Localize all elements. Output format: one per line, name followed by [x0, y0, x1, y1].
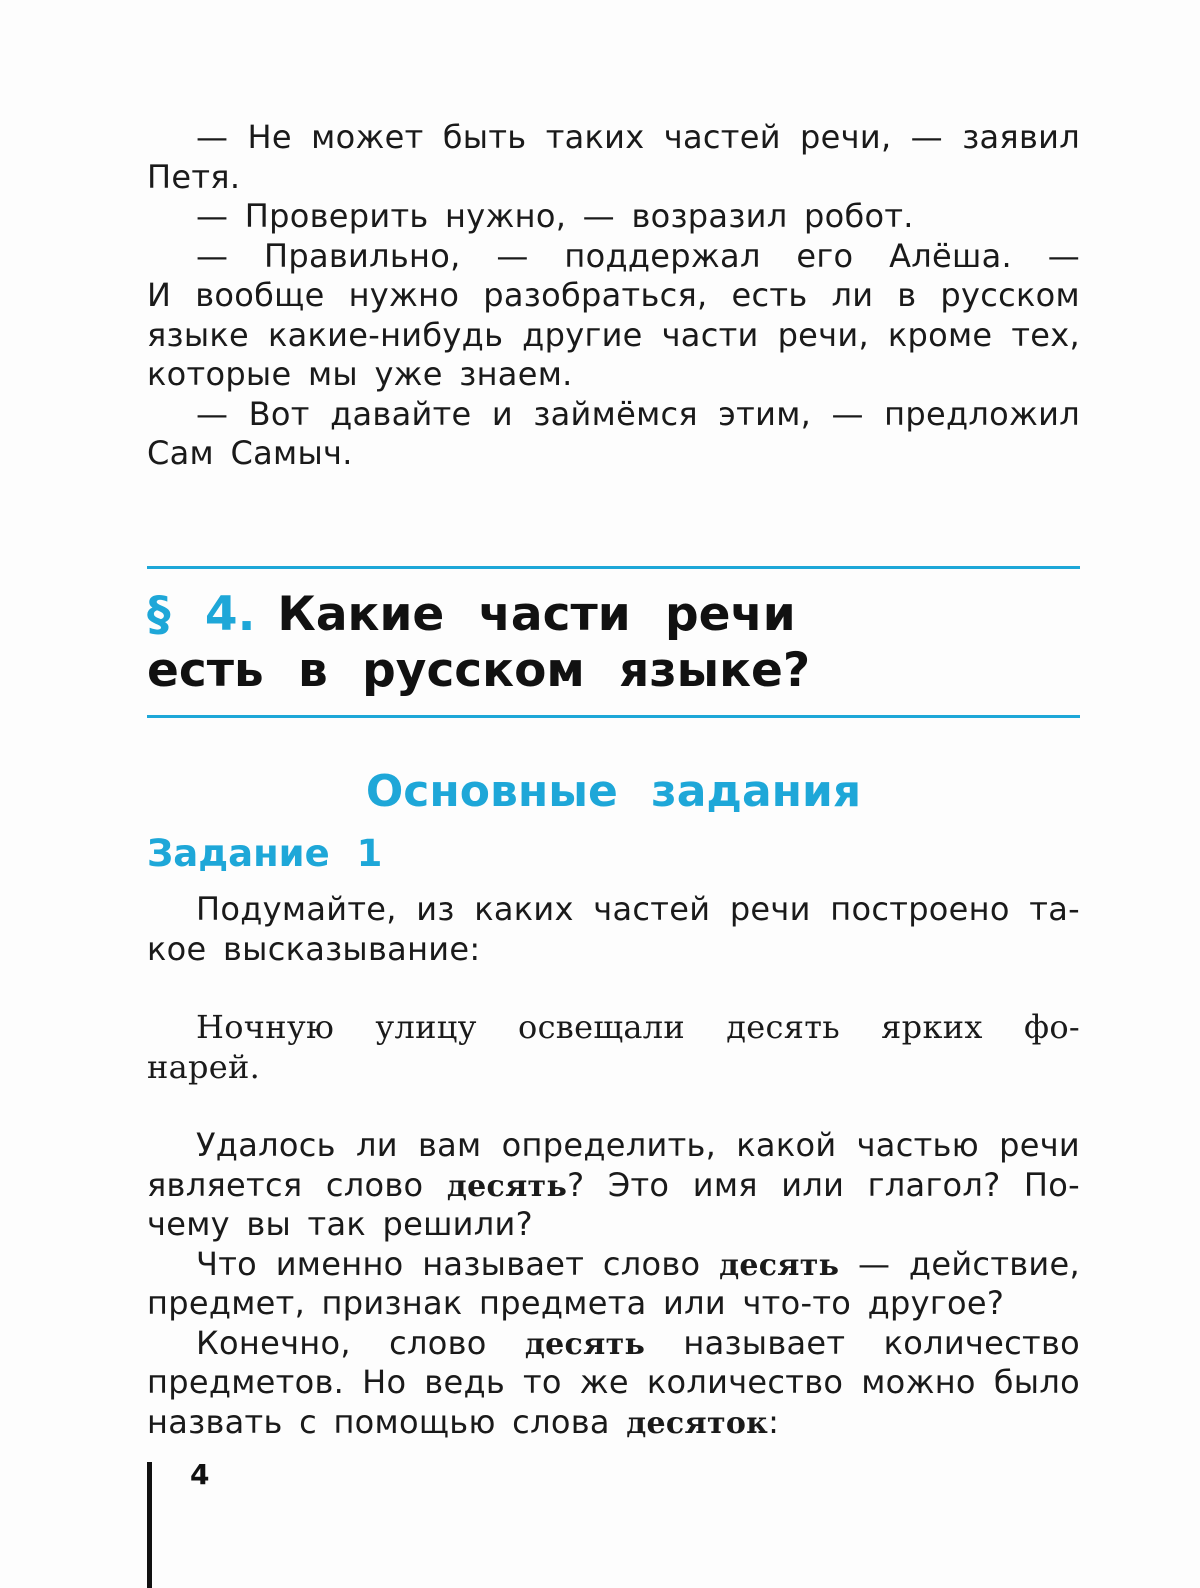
page-number: 4	[190, 1458, 210, 1491]
dialogue-line: — Правильно, — поддержал его Алёша. —	[196, 236, 1080, 275]
task-intro-line: Подумайте, из каких частей речи построено та-	[196, 890, 1080, 928]
example-line: Ночную улицу освещали десять ярких фо-	[196, 1008, 1080, 1046]
dialogue-line: Сам Самыч.	[147, 434, 353, 472]
text-span: ? Это имя или глагол? По-	[567, 1165, 1081, 1204]
para1-line3: чему вы так решили?	[147, 1205, 533, 1243]
dialogue-line: И вообще нужно разобраться, есть ли в русском	[147, 276, 1080, 314]
section-title: Основные задания	[365, 766, 862, 817]
task-title: Задание 1	[147, 832, 383, 875]
task-intro	[147, 890, 1080, 969]
dialogue-line: языке какие-нибудь другие части речи, кроме тех,	[147, 315, 1080, 354]
heading-line-2: есть в русском языке?	[147, 643, 811, 698]
text-span: Конечно, слово	[196, 1323, 525, 1362]
dialogue-line: Петя.	[147, 157, 241, 196]
text-span: назвать с помощью слова	[147, 1402, 627, 1441]
para1-line1: Удалось ли вам определить, какой частью речи	[196, 1126, 1080, 1164]
key-word: десять	[446, 1168, 568, 1204]
text-span: :	[768, 1402, 780, 1441]
dialogue-line: — Проверить нужно, — возразил робот.	[196, 197, 914, 235]
text-span: называет количество	[645, 1323, 1080, 1362]
para3-line2: предметов. Но ведь то же количество можно было	[147, 1363, 1080, 1401]
heading-bottom-rule	[147, 715, 1080, 718]
task-intro-line: кое высказывание:	[147, 929, 481, 968]
key-word: десяток	[626, 1405, 769, 1441]
text-span: Что именно называет слово	[196, 1244, 720, 1283]
example-line: нарей.	[147, 1047, 261, 1086]
dialogue-line: — Вот давайте и займёмся этим, — предложил	[196, 394, 1080, 433]
key-word: десять	[719, 1247, 840, 1283]
key-word: десять	[524, 1326, 646, 1362]
para1-line2	[147, 1166, 1080, 1206]
text-span: является слово	[147, 1165, 447, 1204]
explanation-text	[147, 1126, 1080, 1442]
para2-line1	[147, 1245, 1080, 1285]
example-sentence	[147, 1008, 1080, 1087]
dialogue-line: — Не может быть таких частей речи, — заявил	[196, 118, 1080, 156]
para3-line3	[147, 1403, 1080, 1443]
dialogue-block	[147, 118, 1080, 474]
heading-line-1: Какие части речи	[277, 587, 796, 642]
dialogue-line: которые мы уже знаем.	[147, 355, 573, 393]
section-heading	[147, 587, 1080, 699]
para3-line1	[147, 1324, 1080, 1364]
text-span: — действие,	[839, 1244, 1080, 1283]
heading-top-rule	[147, 566, 1080, 569]
page-margin-bar	[147, 1462, 152, 1588]
para2-line2: предмет, признак предмета или что-то другое?	[147, 1284, 1005, 1322]
paragraph-number: § 4.	[147, 587, 256, 642]
